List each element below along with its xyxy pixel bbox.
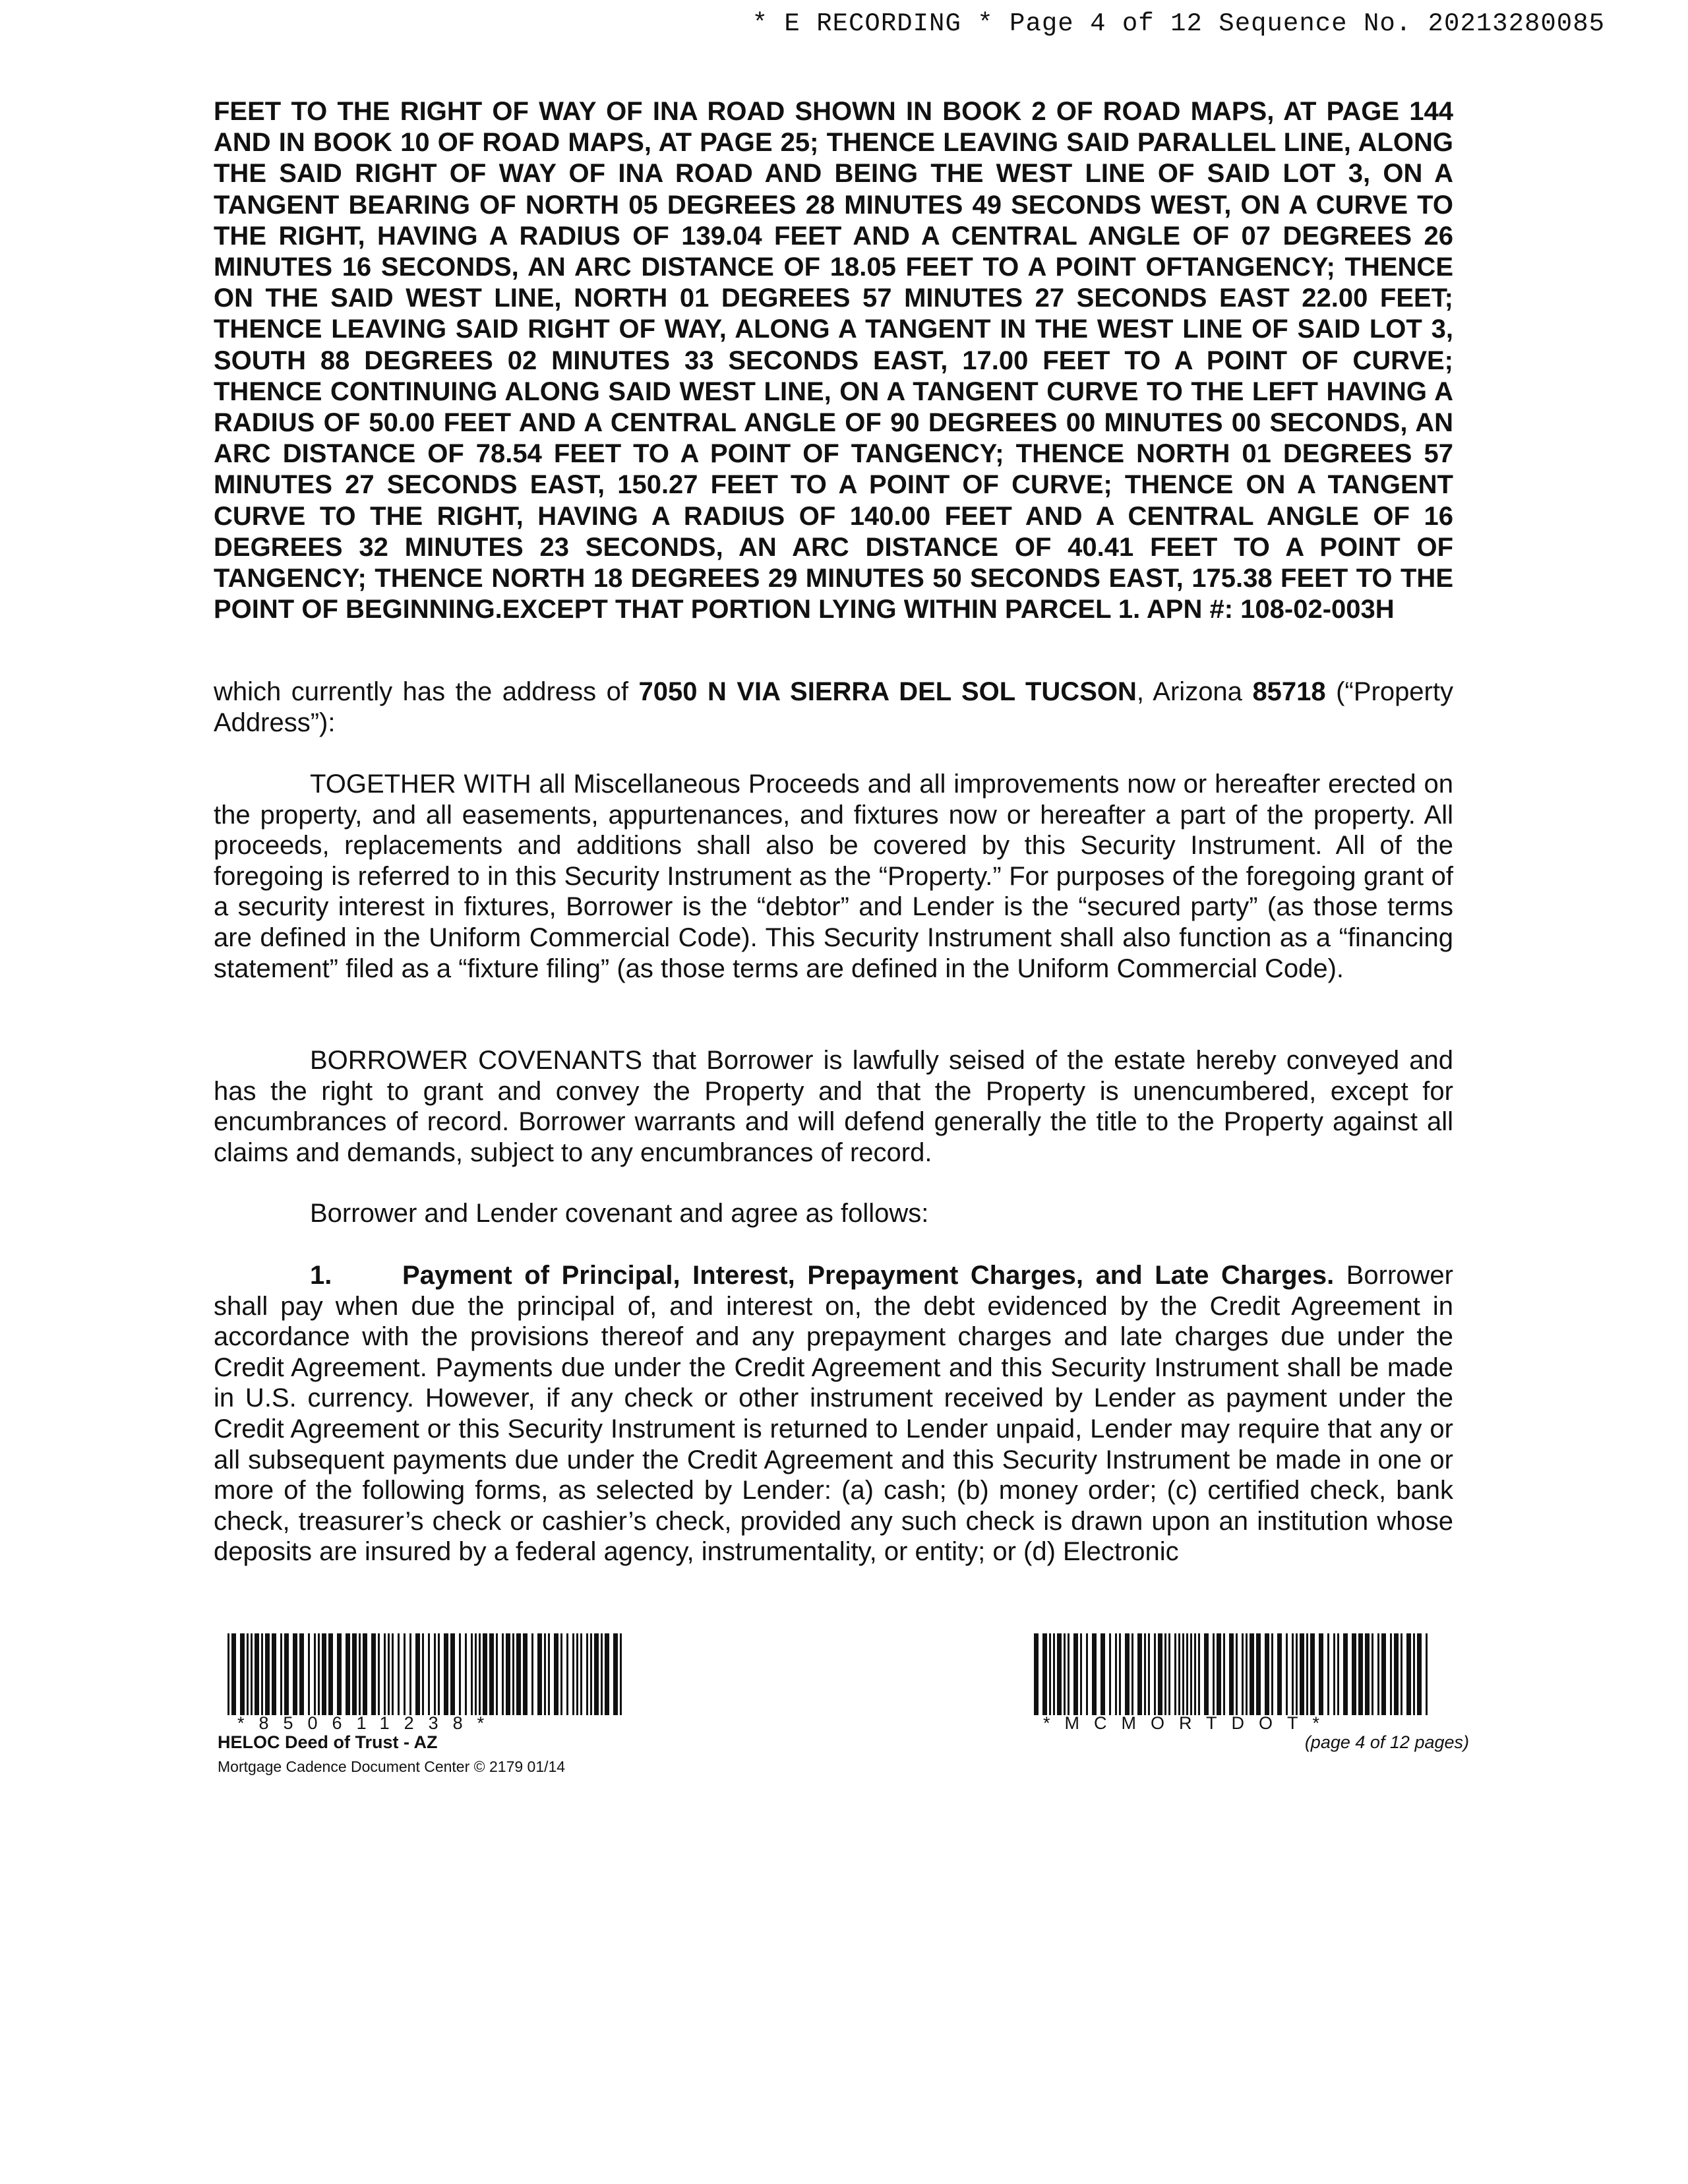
- barcode-bar: [280, 1633, 282, 1715]
- barcode-bar: [1358, 1633, 1363, 1715]
- barcode-bar: [1229, 1633, 1234, 1715]
- form-title: HELOC Deed of Trust - AZ: [218, 1732, 438, 1752]
- barcode-bar: [1182, 1633, 1184, 1715]
- barcode-bar: [438, 1633, 440, 1715]
- barcode-bar: [284, 1633, 289, 1715]
- barcode-bar: [1217, 1633, 1221, 1715]
- barcode-bar: [1073, 1633, 1078, 1715]
- barcode-bar: [1390, 1633, 1392, 1715]
- address-paragraph: [214, 677, 1453, 738]
- barcode-bar: [1168, 1633, 1170, 1715]
- barcode-bar: [1306, 1633, 1308, 1715]
- barcode-bar: [523, 1633, 528, 1715]
- barcode-bar: [434, 1633, 436, 1715]
- barcode-bar: [554, 1633, 558, 1715]
- together-with-text: TOGETHER WITH all Miscellaneous Proceeds and all improvements now or hereafter erected on the property, and all easements, appurtenances, and fixtures now or hereafter a part of the property. All proceeds, replacements and additions shall also be covered by this Security Instrument. All of the foregoing is referred to in this Security Instrument as the “Property.” For purposes of the foregoing grant of a security interest in fixtures, Borrower is the “debtor” and Lender is the “secured party” (as those terms are defined in the Uniform Commercial Code). This Security Instrument shall also function as a “financing statement” filed as a “fixture filing” (as those terms are defined in the Uniform Commercial Code).: [214, 770, 1453, 983]
- barcode-bar: [1068, 1633, 1070, 1715]
- barcode-bar: [560, 1633, 562, 1715]
- together-with-paragraph: [214, 769, 1453, 984]
- barcode-bar: [590, 1633, 592, 1715]
- barcode-bar: [1194, 1633, 1196, 1715]
- barcode-bar: [1300, 1633, 1304, 1715]
- address-state: , Arizona: [1136, 677, 1253, 706]
- barcode-bar: [1064, 1633, 1066, 1715]
- barcode-bar: [1204, 1633, 1209, 1715]
- barcode-bar: [251, 1633, 253, 1715]
- barcode-bar: [512, 1633, 514, 1715]
- barcode-bar: [572, 1633, 574, 1715]
- barcode-bar: [566, 1633, 568, 1715]
- barcode-bar: [1186, 1633, 1188, 1715]
- barcode-bar: [580, 1633, 582, 1715]
- barcode-bar: [506, 1633, 510, 1715]
- recording-header: * E RECORDING * Page 4 of 12 Sequence No. 20213280085: [752, 9, 1605, 38]
- barcode-bar: [314, 1633, 316, 1715]
- barcode-bar: [605, 1633, 609, 1715]
- barcode-bar: [1319, 1633, 1323, 1715]
- barcode-bar: [1236, 1633, 1238, 1715]
- barcode-bar: [1327, 1633, 1329, 1715]
- barcode-bar: [465, 1633, 467, 1715]
- barcode-bar: [1381, 1633, 1386, 1715]
- barcode-bar: [1333, 1633, 1335, 1715]
- barcode-bar: [428, 1633, 430, 1715]
- left-barcode-bars: [227, 1633, 623, 1715]
- barcode-bar: [496, 1633, 498, 1715]
- barcode-bar: [1271, 1633, 1273, 1715]
- barcode-bar: [1343, 1633, 1348, 1715]
- barcode-bar: [502, 1633, 504, 1715]
- barcode-bar: [459, 1633, 461, 1715]
- barcode-bar: [1310, 1633, 1315, 1715]
- section-1-text: Borrower shall pay when due the principal of, and interest on, the debt evidenced by the Credit Agreement in accordance with the provisions thereof and any prepayment charges and late charges due under the Credit Agreement. Payments due under the Credit Agreement and this Security Instrument shall be made in U.S. currency. However, if any check or other instrument received by Lender as payment under the Credit Agreement or this Security Instrument is returned to Lender unpaid, Lender may require that any or all subsequent payments due under the Credit Agreement and this Security Instrument be made in one or more of the following forms, as selected by Lender: (a) cash; (b) money order; (c) certified check, bank check, treasurer’s check or cashier’s check, provided any such check is drawn upon an institution whose deposits are insured by a federal agency, instrumentality, or entity; or (d) Electronic: [214, 1261, 1453, 1567]
- barcode-bar: [1125, 1633, 1130, 1715]
- form-source: Mortgage Cadence Document Center © 2179 01/14: [218, 1758, 566, 1775]
- barcode-bar: [247, 1633, 249, 1715]
- barcode-bar: [1119, 1633, 1121, 1715]
- barcode-bar: [415, 1633, 420, 1715]
- barcode-bar: [398, 1633, 400, 1715]
- address-zip: 85718: [1252, 677, 1326, 706]
- barcode-bar: [1242, 1633, 1244, 1715]
- barcode-bar: [1158, 1633, 1162, 1715]
- barcode-bar: [1086, 1633, 1088, 1715]
- barcode-bar: [299, 1633, 304, 1715]
- barcode-bar: [1250, 1633, 1254, 1715]
- barcode-bar: [1286, 1633, 1288, 1715]
- barcode-bar: [318, 1633, 320, 1715]
- barcode-bar: [1034, 1633, 1039, 1715]
- barcode-bar: [265, 1633, 270, 1715]
- barcode-bar: [531, 1633, 533, 1715]
- barcode-bar: [422, 1633, 424, 1715]
- barcode-bar: [1256, 1633, 1261, 1715]
- borrower-covenants-text: BORROWER COVENANTS that Borrower is lawfully seised of the estate hereby conveyed and has the right to grant and convey the Property and that the Property is unencumbered, except for encumbrances of record. Borrower warrants and will defend generally the title to the Property against all claims and demands, subject to any encumbrances of record.: [214, 1046, 1453, 1167]
- right-barcode: [1034, 1633, 1430, 1715]
- right-barcode-text: *MCMORTDOT*: [1043, 1713, 1334, 1733]
- barcode-bar: [404, 1633, 406, 1715]
- barcode-bar: [479, 1633, 481, 1715]
- barcode-bar: [384, 1633, 386, 1715]
- barcode-bar: [1365, 1633, 1370, 1715]
- barcode-bar: [1178, 1633, 1180, 1715]
- barcode-bar: [1080, 1633, 1082, 1715]
- barcode-bar: [1144, 1633, 1146, 1715]
- barcode-bar: [1265, 1633, 1269, 1715]
- section-1-number: 1.: [310, 1261, 332, 1290]
- barcode-bar: [346, 1633, 350, 1715]
- barcode-bar: [1174, 1633, 1176, 1715]
- barcode-bar: [1401, 1633, 1402, 1715]
- barcode-bar: [1372, 1633, 1373, 1715]
- barcode-bar: [475, 1633, 477, 1715]
- property-address: 7050 N VIA SIERRA DEL SOL TUCSON: [638, 677, 1137, 706]
- barcode-bar: [378, 1633, 380, 1715]
- barcode-bar: [489, 1633, 494, 1715]
- barcode-bar: [586, 1633, 588, 1715]
- barcode-bar: [1057, 1633, 1062, 1715]
- barcode-bar: [1164, 1633, 1166, 1715]
- barcode-bar: [328, 1633, 333, 1715]
- address-suffix: (“Property Address”):: [214, 677, 1453, 737]
- barcode-bar: [352, 1633, 357, 1715]
- legal-description: FEET TO THE RIGHT OF WAY OF INA ROAD SHOWN IN BOOK 2 OF ROAD MAPS, AT PAGE 144 AND IN BOOK 10 OF ROAD MAPS, AT PAGE 25; THENCE LEAVING SAID PARALLEL LINE, ALONG THE SAID RIGHT OF WAY OF INA ROAD AND BEING THE WEST LINE OF SAID LOT 3, ON A TANGENT BEARING OF NORTH 05 DEGREES 28 MINUTES 49 SECONDS WEST, ON A CURVE TO THE RIGHT, HAVING A RADIUS OF 139.04 FEET AND A CENTRAL ANGLE OF 07 DEGREES 26 MINUTES 16 SECONDS, AN ARC DISTANCE OF 18.05 FEET TO A POINT OFTANGENCY; THENCE ON THE SAID WEST LINE, NORTH 01 DEGREES 57 MINUTES 27 SECONDS EAST 22.00 FEET; THENCE LEAVING SAID RIGHT OF WAY, ALONG A TANGENT IN THE WEST LINE OF SAID LOT 3, SOUTH 88 DEGREES 02 MINUTES 33 SECONDS EAST, 17.00 FEET TO A POINT OF CURVE; THENCE CONTINUING ALONG SAID WEST LINE, ON A TANGENT CURVE TO THE LEFT HAVING A RADIUS OF 50.00 FEET AND A CENTRAL ANGLE OF 90 DEGREES 00 MINUTES 00 SECONDS, AN ARC DISTANCE OF 78.54 FEET TO A POINT OF TANGENCY; THENCE NORTH 01 DEGREES 57 MINUTES 27 SECONDS EAST, 150.27 FEET TO A POINT OF CURVE; THENCE ON A TANGENT CURVE TO THE RIGHT, HAVING A RADIUS OF 140.00 FEET AND A CENTRAL ANGLE OF 16 DEGREES 32 MINUTES 23 SECONDS, AN ARC DISTANCE OF 40.41 FEET TO A POINT OF TANGENCY; THENCE NORTH 18 DEGREES 29 MINUTES 50 SECONDS EAST, 175.38 FEET TO THE POINT OF BEGINNING.EXCEPT THAT PORTION LYING WITHIN PARCEL 1. APN #: 108-02-003H: [214, 97, 1453, 624]
- address-prefix: which currently has the address of: [214, 677, 639, 706]
- barcode-bar: [1148, 1633, 1150, 1715]
- barcode-bar: [1100, 1633, 1105, 1715]
- barcode-bar: [1198, 1633, 1200, 1715]
- barcode-bar: [1337, 1633, 1339, 1715]
- barcode-bar: [231, 1633, 236, 1715]
- barcode-bar: [620, 1633, 622, 1715]
- barcode-bar: [1049, 1633, 1051, 1715]
- barcode-bar: [293, 1633, 297, 1715]
- covenant-intro-text: Borrower and Lender covenant and agree as follows:: [310, 1199, 929, 1228]
- barcode-bar: [261, 1633, 263, 1715]
- barcode-bar: [240, 1633, 245, 1715]
- barcode-bar: [548, 1633, 550, 1715]
- barcode-bar: [537, 1633, 542, 1715]
- barcode-bar: [1413, 1633, 1415, 1715]
- barcode-bar: [471, 1633, 473, 1715]
- barcode-bar: [1053, 1633, 1055, 1715]
- barcode-bar: [1213, 1633, 1215, 1715]
- barcode-bar: [1406, 1633, 1411, 1715]
- barcode-bar: [1154, 1633, 1156, 1715]
- barcode-bar: [544, 1633, 546, 1715]
- barcode-bar: [359, 1633, 361, 1715]
- barcode-bar: [1246, 1633, 1248, 1715]
- barcode-bar: [308, 1633, 310, 1715]
- barcode-bar: [576, 1633, 578, 1715]
- barcode-bar: [363, 1633, 367, 1715]
- barcode-bar: [1042, 1633, 1047, 1715]
- barcode-bar: [1426, 1633, 1428, 1715]
- barcode-bar: [1092, 1633, 1097, 1715]
- barcode-bar: [409, 1633, 411, 1715]
- barcode-bar: [1277, 1633, 1282, 1715]
- barcode-bar: [1223, 1633, 1225, 1715]
- barcode-bar: [613, 1633, 618, 1715]
- barcode-bar: [450, 1633, 455, 1715]
- barcode-bar: [227, 1633, 229, 1715]
- barcode-bar: [1417, 1633, 1422, 1715]
- barcode-bar: [337, 1633, 342, 1715]
- barcode-bar: [594, 1633, 599, 1715]
- barcode-bar: [1115, 1633, 1117, 1715]
- barcode-bar: [1109, 1633, 1111, 1715]
- left-barcode-text: *850611238*: [237, 1713, 499, 1733]
- section-1-heading: Payment of Principal, Interest, Prepayment Charges, and Late Charges.: [402, 1261, 1335, 1290]
- barcode-bar: [255, 1633, 259, 1715]
- borrower-covenants-paragraph: [214, 1045, 1453, 1168]
- barcode-bar: [444, 1633, 448, 1715]
- page-label: (page 4 of 12 pages): [1304, 1732, 1469, 1752]
- barcode-bar: [1131, 1633, 1133, 1715]
- barcode-bar: [1394, 1633, 1399, 1715]
- barcode-bar: [322, 1633, 326, 1715]
- barcode-bar: [601, 1633, 603, 1715]
- barcode-bar: [1137, 1633, 1142, 1715]
- barcode-bar: [516, 1633, 521, 1715]
- barcode-bar: [483, 1633, 487, 1715]
- left-barcode: [227, 1633, 623, 1715]
- barcode-bar: [272, 1633, 276, 1715]
- section-1: [214, 1260, 1453, 1567]
- barcode-bar: [1190, 1633, 1192, 1715]
- right-barcode-bars: [1034, 1633, 1430, 1715]
- barcode-bar: [371, 1633, 376, 1715]
- barcode-bar: [1292, 1633, 1294, 1715]
- barcode-bar: [392, 1633, 394, 1715]
- barcode-bar: [1352, 1633, 1356, 1715]
- barcode-bar: [1377, 1633, 1379, 1715]
- barcode-bar: [1296, 1633, 1298, 1715]
- covenant-intro: [214, 1198, 1453, 1229]
- barcode-bar: [388, 1633, 390, 1715]
